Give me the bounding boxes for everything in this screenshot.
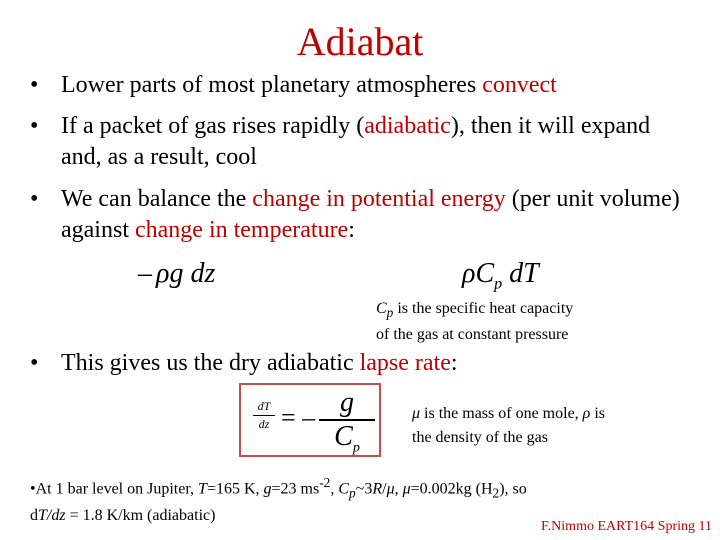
c-symbol: C [475,258,495,289]
subscript-p: p [352,440,360,456]
r-symbol: R [372,480,383,498]
fraction-bar [253,415,275,416]
bullet-highlight: change in temperature [134,217,349,243]
bullet-lapse-rate [30,348,695,379]
mu-symbol: μ [412,405,421,422]
slide-footer: F.Nimmo EART164 Spring 11 [541,519,712,534]
cp-symbol: C [338,480,349,498]
bullet-dot: • [30,72,39,98]
mu-symbol: μ [402,480,411,498]
subscript-2: 2 [492,485,500,501]
bullet-dot: • [30,186,39,212]
example-text: / [382,480,387,498]
bullet-text [61,70,695,101]
example-text: ~3 [355,480,373,498]
mu-rho-definition-note [412,402,605,450]
fraction-numerator: g [340,387,354,418]
example-text: =0.002kg (H [410,480,493,498]
bullet-adiabatic [30,111,695,173]
bullet-text-part: : [450,350,458,376]
note-text: is the specific heat capacity [393,300,574,317]
dt-dz-fraction [253,399,275,432]
note-text: the density of the gas [412,429,548,446]
rho-symbol: ρ [156,258,170,289]
example-text: •At 1 bar level on Jupiter, [30,480,199,498]
bullet-balance [30,184,695,246]
cp-definition-note [376,298,573,346]
bullet-highlight: adiabatic [364,113,451,139]
fraction-denominator [334,421,360,456]
dt-symbol: dT [509,258,539,289]
dt-dz-symbol: T/dz [38,506,66,524]
rho-symbol: ρ [462,258,476,289]
bullet-highlight: lapse rate [359,350,451,376]
bullet-dot: • [30,350,39,376]
subscript-p: p [386,305,394,321]
example-text: , [394,480,403,498]
bullet-text-part: This gives us the dry adiabatic [61,350,360,376]
bullet-highlight: convect [482,72,557,98]
exponent: -2 [319,475,331,490]
slide-title: Adiabat [296,19,424,64]
bullet-text [61,348,695,379]
bullet-dot: • [30,113,39,139]
minus-sign: – [138,258,152,289]
mu-symbol: μ [386,480,395,498]
bullet-text [61,184,695,246]
example-text: , [330,480,339,498]
g-over-cp-fraction [319,387,375,465]
c-symbol: C [334,421,353,452]
bullet-text-part: If a packet of gas rises rapidly ( [61,113,365,139]
example-text: d [30,506,38,524]
example-text: =23 ms [271,480,320,498]
equals-minus: = – [281,403,316,432]
lapse-rate-formula [239,383,381,457]
t-symbol: T [198,480,207,498]
cp-symbol: C [376,300,387,317]
example-text: = 1.8 K/km (adiabatic) [65,506,216,524]
g-symbol: g [263,480,272,498]
bullet-text-part: ), then it will expand and, as a result, cool [61,113,651,170]
bullet-text [61,111,695,173]
bullet-highlight: change in potential energy [252,186,506,212]
rho-symbol: ρ [582,405,591,422]
g-symbol: g [169,258,184,289]
note-text: is the mass of one mole, [420,405,583,422]
bullet-text-part: We can balance the [61,186,253,212]
note-text: of the gas at constant pressure [376,326,569,344]
fraction-denominator: dz [258,417,270,431]
bullet-convect [30,70,695,101]
equation-potential-energy [138,258,215,290]
bullet-text-part: : [348,217,355,243]
subscript-p: p [349,485,356,501]
note-text: is [590,405,606,422]
bullet-text-part: (per unit volume) against [61,186,680,243]
subscript-p: p [494,275,503,293]
dz-symbol: dz [190,258,216,289]
example-text: =165 K, [206,480,264,498]
bullet-text-part: Lower parts of most planetary atmospheres [61,72,483,98]
fraction-numerator: dT [257,399,271,413]
example-text: ), so [499,480,527,498]
equation-temperature-change [462,258,539,294]
